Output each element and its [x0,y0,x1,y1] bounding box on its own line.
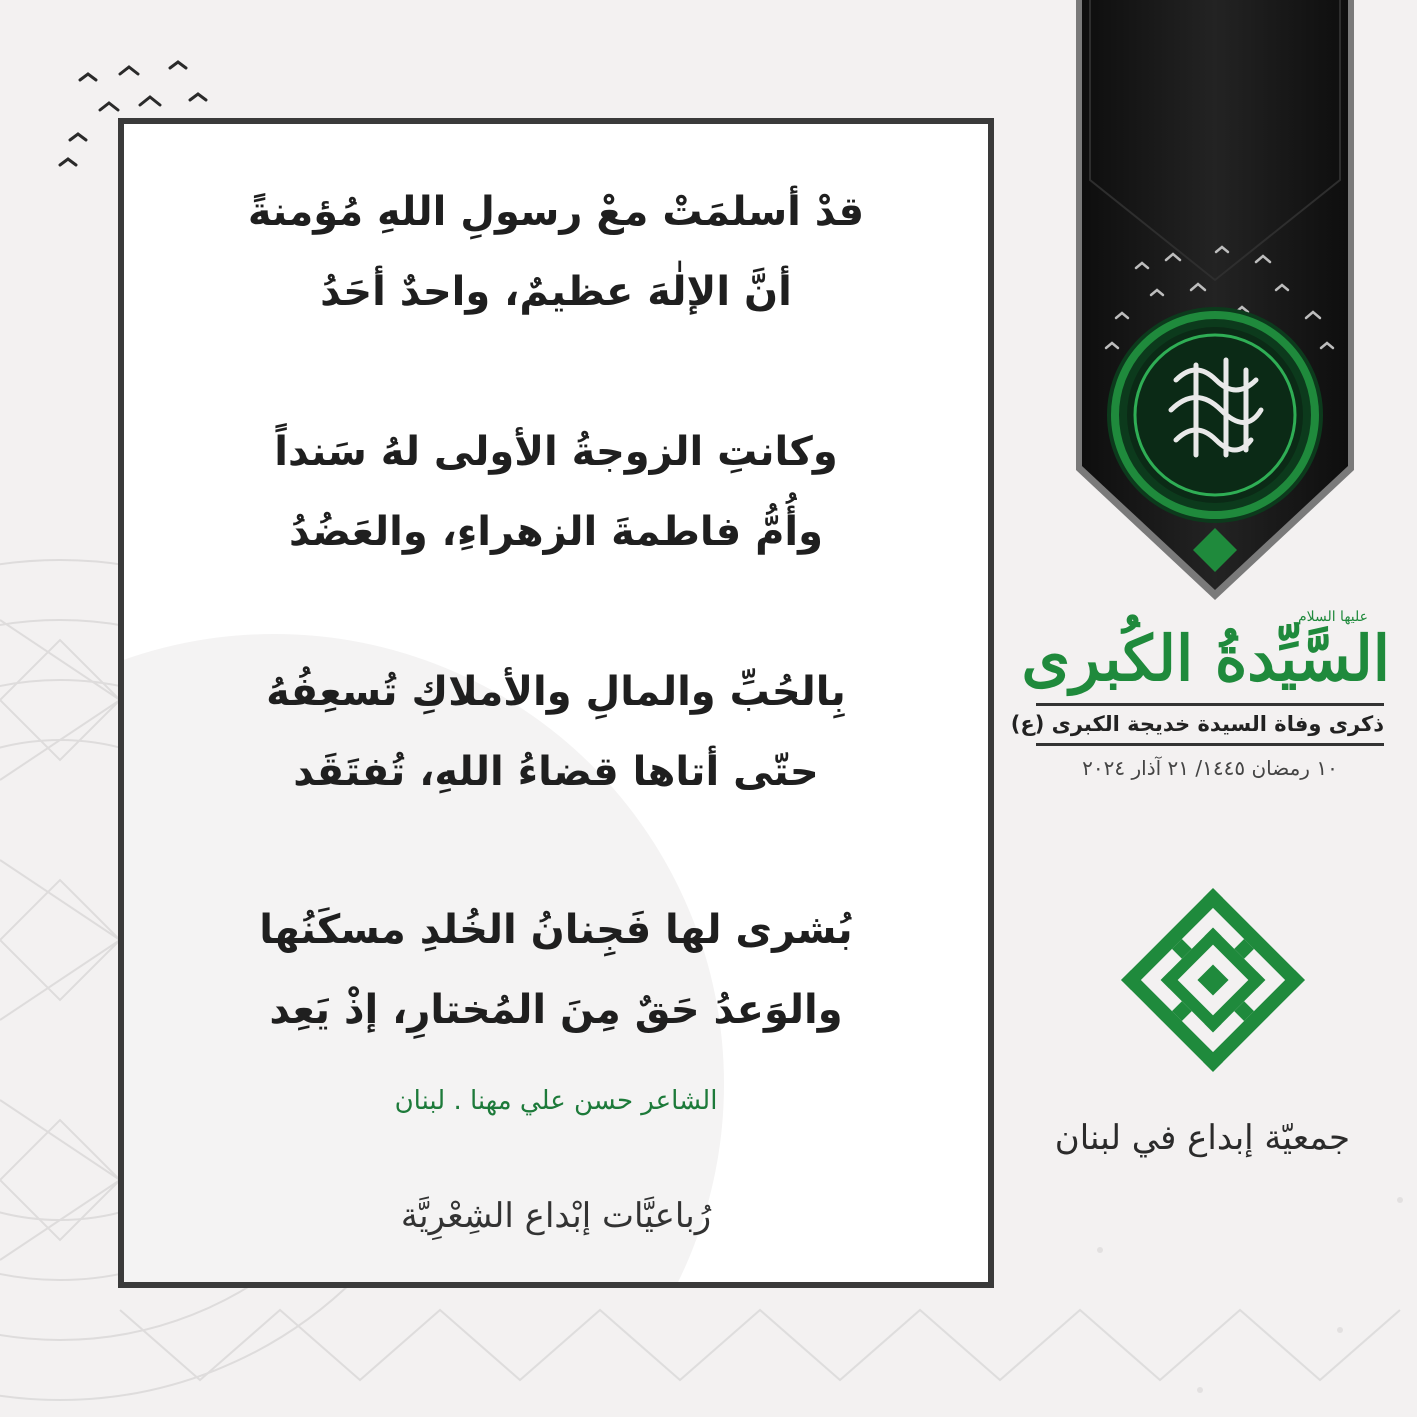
stanza-1 [124,172,988,332]
calligraphy-medallion-icon [1107,307,1323,572]
verse-line: وأُمُّ فاطمةَ الزهراءِ، والعَضُدُ [289,509,823,555]
stanza-2 [124,412,988,572]
poet-credit: الشاعر حسن علي مهنا . لبنان [394,1086,718,1116]
stanza-3 [124,652,988,812]
verse-line: قدْ أسلمَتْ معْ رسولِ اللهِ مُؤمنةً [247,189,865,235]
occasion-date: ١٠ رمضان ١٤٤٥/ ٢١ آذار ٢٠٢٤ [1082,756,1338,780]
mourning-banner [1076,0,1354,600]
verse-line: بِالحُبِّ والمالِ والأملاكِ تُسعِفُهُ [266,669,846,715]
occasion-title: السَّيِّدةُ الكُبرى [1021,622,1390,695]
title-honorific: عليها السلام [1297,609,1368,625]
occasion-title-block [1010,609,1390,780]
verse-line: أنَّ الإلٰهَ عظيمٌ، واحدٌ أحَدُ [320,269,792,315]
series-title: رُباعيَّات إبْداع الشِعْرِيَّة [400,1196,712,1236]
occasion-subtitle: ذكرى وفاة السيدة خديجة الكبرى (ع) [1036,703,1384,746]
verse-line: بُشرى لها فَجِنانُ الخُلدِ مسكَنُها [259,907,853,953]
verse-line: والوَعدُ حَقٌ مِنَ المُختارِ، إذْ يَعِد [269,987,843,1033]
poem-card [118,118,994,1288]
verse-line: حتّى أتاها قضاءُ اللهِ، تُفتَقَد [293,749,819,795]
verse-line: وكانتِ الزوجةُ الأولى لهُ سَنداً [274,429,838,475]
organization-signature: جمعيّة إبداع في لبنان [1054,1118,1350,1158]
stanza-4 [124,890,988,1050]
kufic-logo-icon [1118,885,1308,1075]
